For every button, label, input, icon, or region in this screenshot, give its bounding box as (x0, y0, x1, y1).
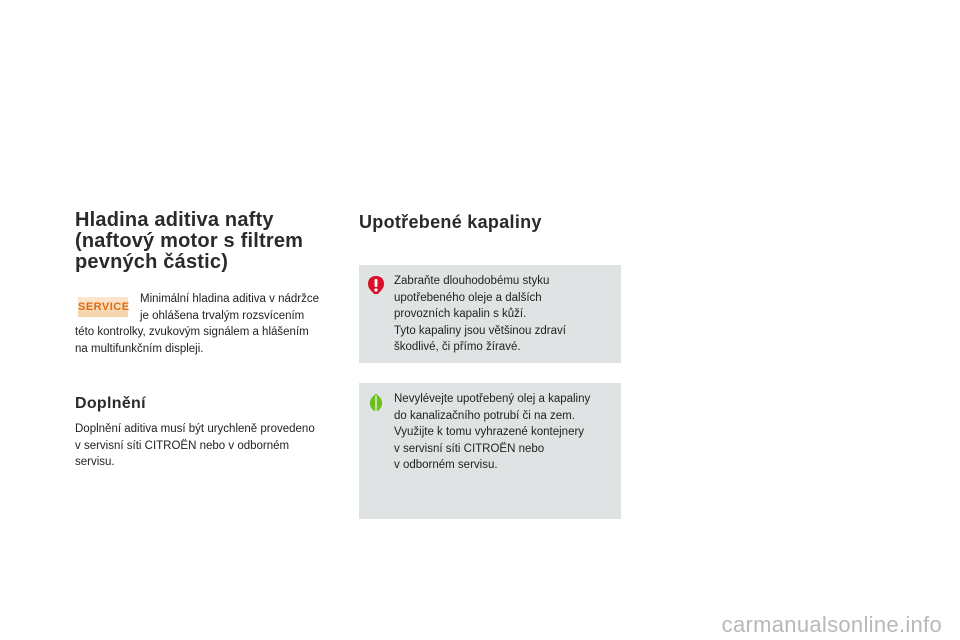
text-line: na multifunkčním displeji. (75, 342, 204, 355)
text-line: Nevylévejte upotřebený olej a kapaliny (394, 393, 591, 405)
warning-text (394, 273, 614, 356)
text-line: v servisní síti CITROËN nebo v odborném (75, 439, 290, 452)
text-line: škodlivé, či přímo žíravé. (394, 341, 521, 353)
text-line: do kanalizačního potrubí či na zem. (394, 409, 575, 422)
title-line: Hladina aditiva nafty (75, 209, 274, 231)
environment-box (359, 383, 621, 519)
refill-description (75, 421, 345, 471)
text-line: servisu. (75, 456, 115, 468)
text-line: upotřebeného oleje a dalších (394, 291, 542, 304)
text-line: této kontrolky, zvukovým signálem a hlášením (75, 326, 309, 338)
text-line: Minimální hladina aditiva v nádržce (140, 293, 319, 305)
text-line: Využijte k tomu vyhrazené kontejnery (394, 426, 585, 438)
watermark: carmanualsonline.info (721, 612, 942, 637)
service-description-continued (75, 324, 345, 357)
right-column (359, 210, 621, 471)
text-line: v odborném servisu. (394, 459, 498, 471)
title-line: pevných částic) (75, 251, 229, 273)
text-line: je ohlášena trvalým rozsvícením (140, 309, 305, 322)
service-warning-icon: SERVICE (78, 297, 128, 317)
refill-heading: Doplnění (75, 395, 146, 412)
left-column (75, 210, 345, 471)
text-line: Doplnění aditiva musí být urychleně provedeno (75, 423, 315, 435)
section-title-additive (75, 210, 345, 273)
text-line: Tyto kapaliny jsou většinou zdraví (394, 324, 566, 337)
text-line: Zabraňte dlouhodobému styku (394, 275, 550, 287)
section-title-used-fluids: Upotřebené kapaliny (359, 212, 542, 232)
text-line: provozních kapalin s kůží. (394, 308, 527, 320)
warning-exclamation-icon (367, 275, 385, 295)
environment-text (394, 391, 614, 474)
text-line: v servisní síti CITROËN nebo (394, 442, 545, 455)
eco-leaf-icon (367, 393, 385, 413)
warning-box (359, 265, 621, 363)
title-line: (naftový motor s filtrem (75, 230, 304, 252)
service-warning-row (75, 291, 345, 357)
